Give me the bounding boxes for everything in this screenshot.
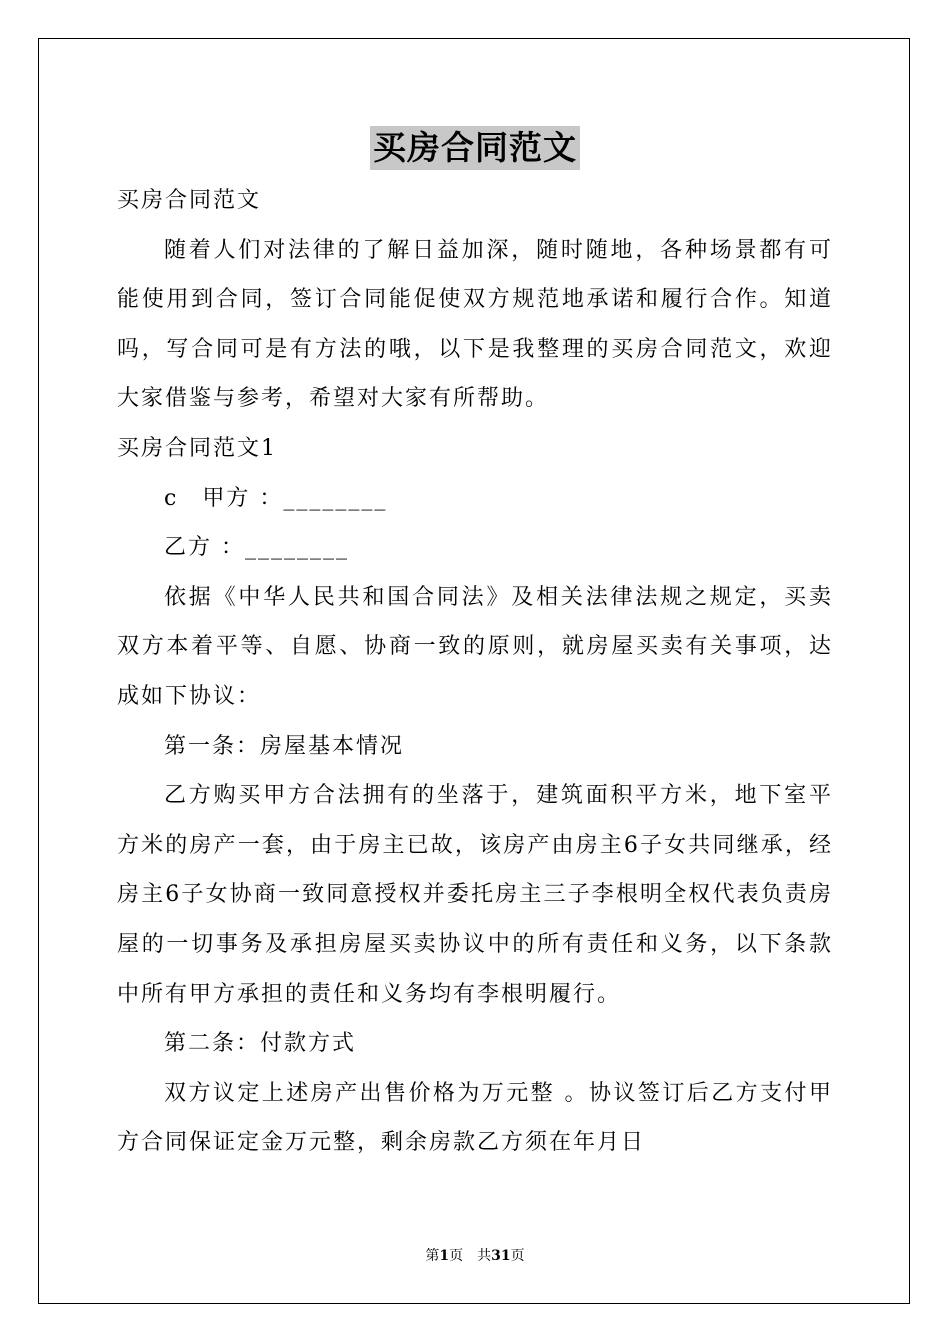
title-container bbox=[0, 126, 950, 170]
footer-current-page: 1 bbox=[439, 1248, 450, 1264]
subtitle-paragraph: 买房合同范文 bbox=[117, 188, 262, 213]
footer-total-pages: 31 bbox=[491, 1248, 511, 1264]
party-b-line: 乙方 ：________ bbox=[164, 535, 349, 561]
document-title: 买房合同范文 bbox=[370, 126, 580, 170]
footer-page-mid: 页 共 bbox=[449, 1248, 492, 1264]
section-heading: 买房合同范文1 bbox=[117, 435, 277, 461]
intro-paragraph: 随着人们对法律的了解日益加深，随时随地，各种场景都有可能使用到合同，签订合同能促使双方规范地承诺和履行合作。知道吗，写合同可是有方法的哦，以下是我整理的买房合同范文，欢迎大家借鉴与参考，希望对大家有所帮助。 bbox=[117, 237, 833, 412]
article-two-paragraph: 双方议定上述房产出售价格为万元整 。协议签订后乙方支付甲方合同保证定金万元整，剩余房款乙方须在年月日 bbox=[117, 1080, 833, 1156]
document-body bbox=[117, 176, 833, 1168]
article-one-heading: 第一条：房屋基本情况 bbox=[164, 733, 405, 759]
basis-paragraph: 依据《中华人民共和国合同法》及相关法律法规之规定，买卖双方本着平等、自愿、协商一致的原则，就房屋买卖有关事项，达成如下协议： bbox=[117, 584, 833, 709]
article-two-heading: 第二条：付款方式 bbox=[164, 1031, 357, 1057]
footer-page-suffix: 页 bbox=[510, 1248, 525, 1264]
footer-page-prefix: 第 bbox=[425, 1248, 440, 1264]
page-footer bbox=[0, 1246, 950, 1266]
party-a-line: c 甲方 ：________ bbox=[164, 485, 388, 511]
article-one-paragraph: 乙方购买甲方合法拥有的坐落于，建筑面积平方米，地下室平方米的房产一套，由于房主已故，该房产由房主6子女共同继承，经房主6子女协商一致同意授权并委托房主三子李根明全权代表负责房屋的一切事务及承担房屋买卖协议中的所有责任和义务，以下条款中所有甲方承担的责任和义务均有李根明履行。 bbox=[117, 783, 833, 1007]
